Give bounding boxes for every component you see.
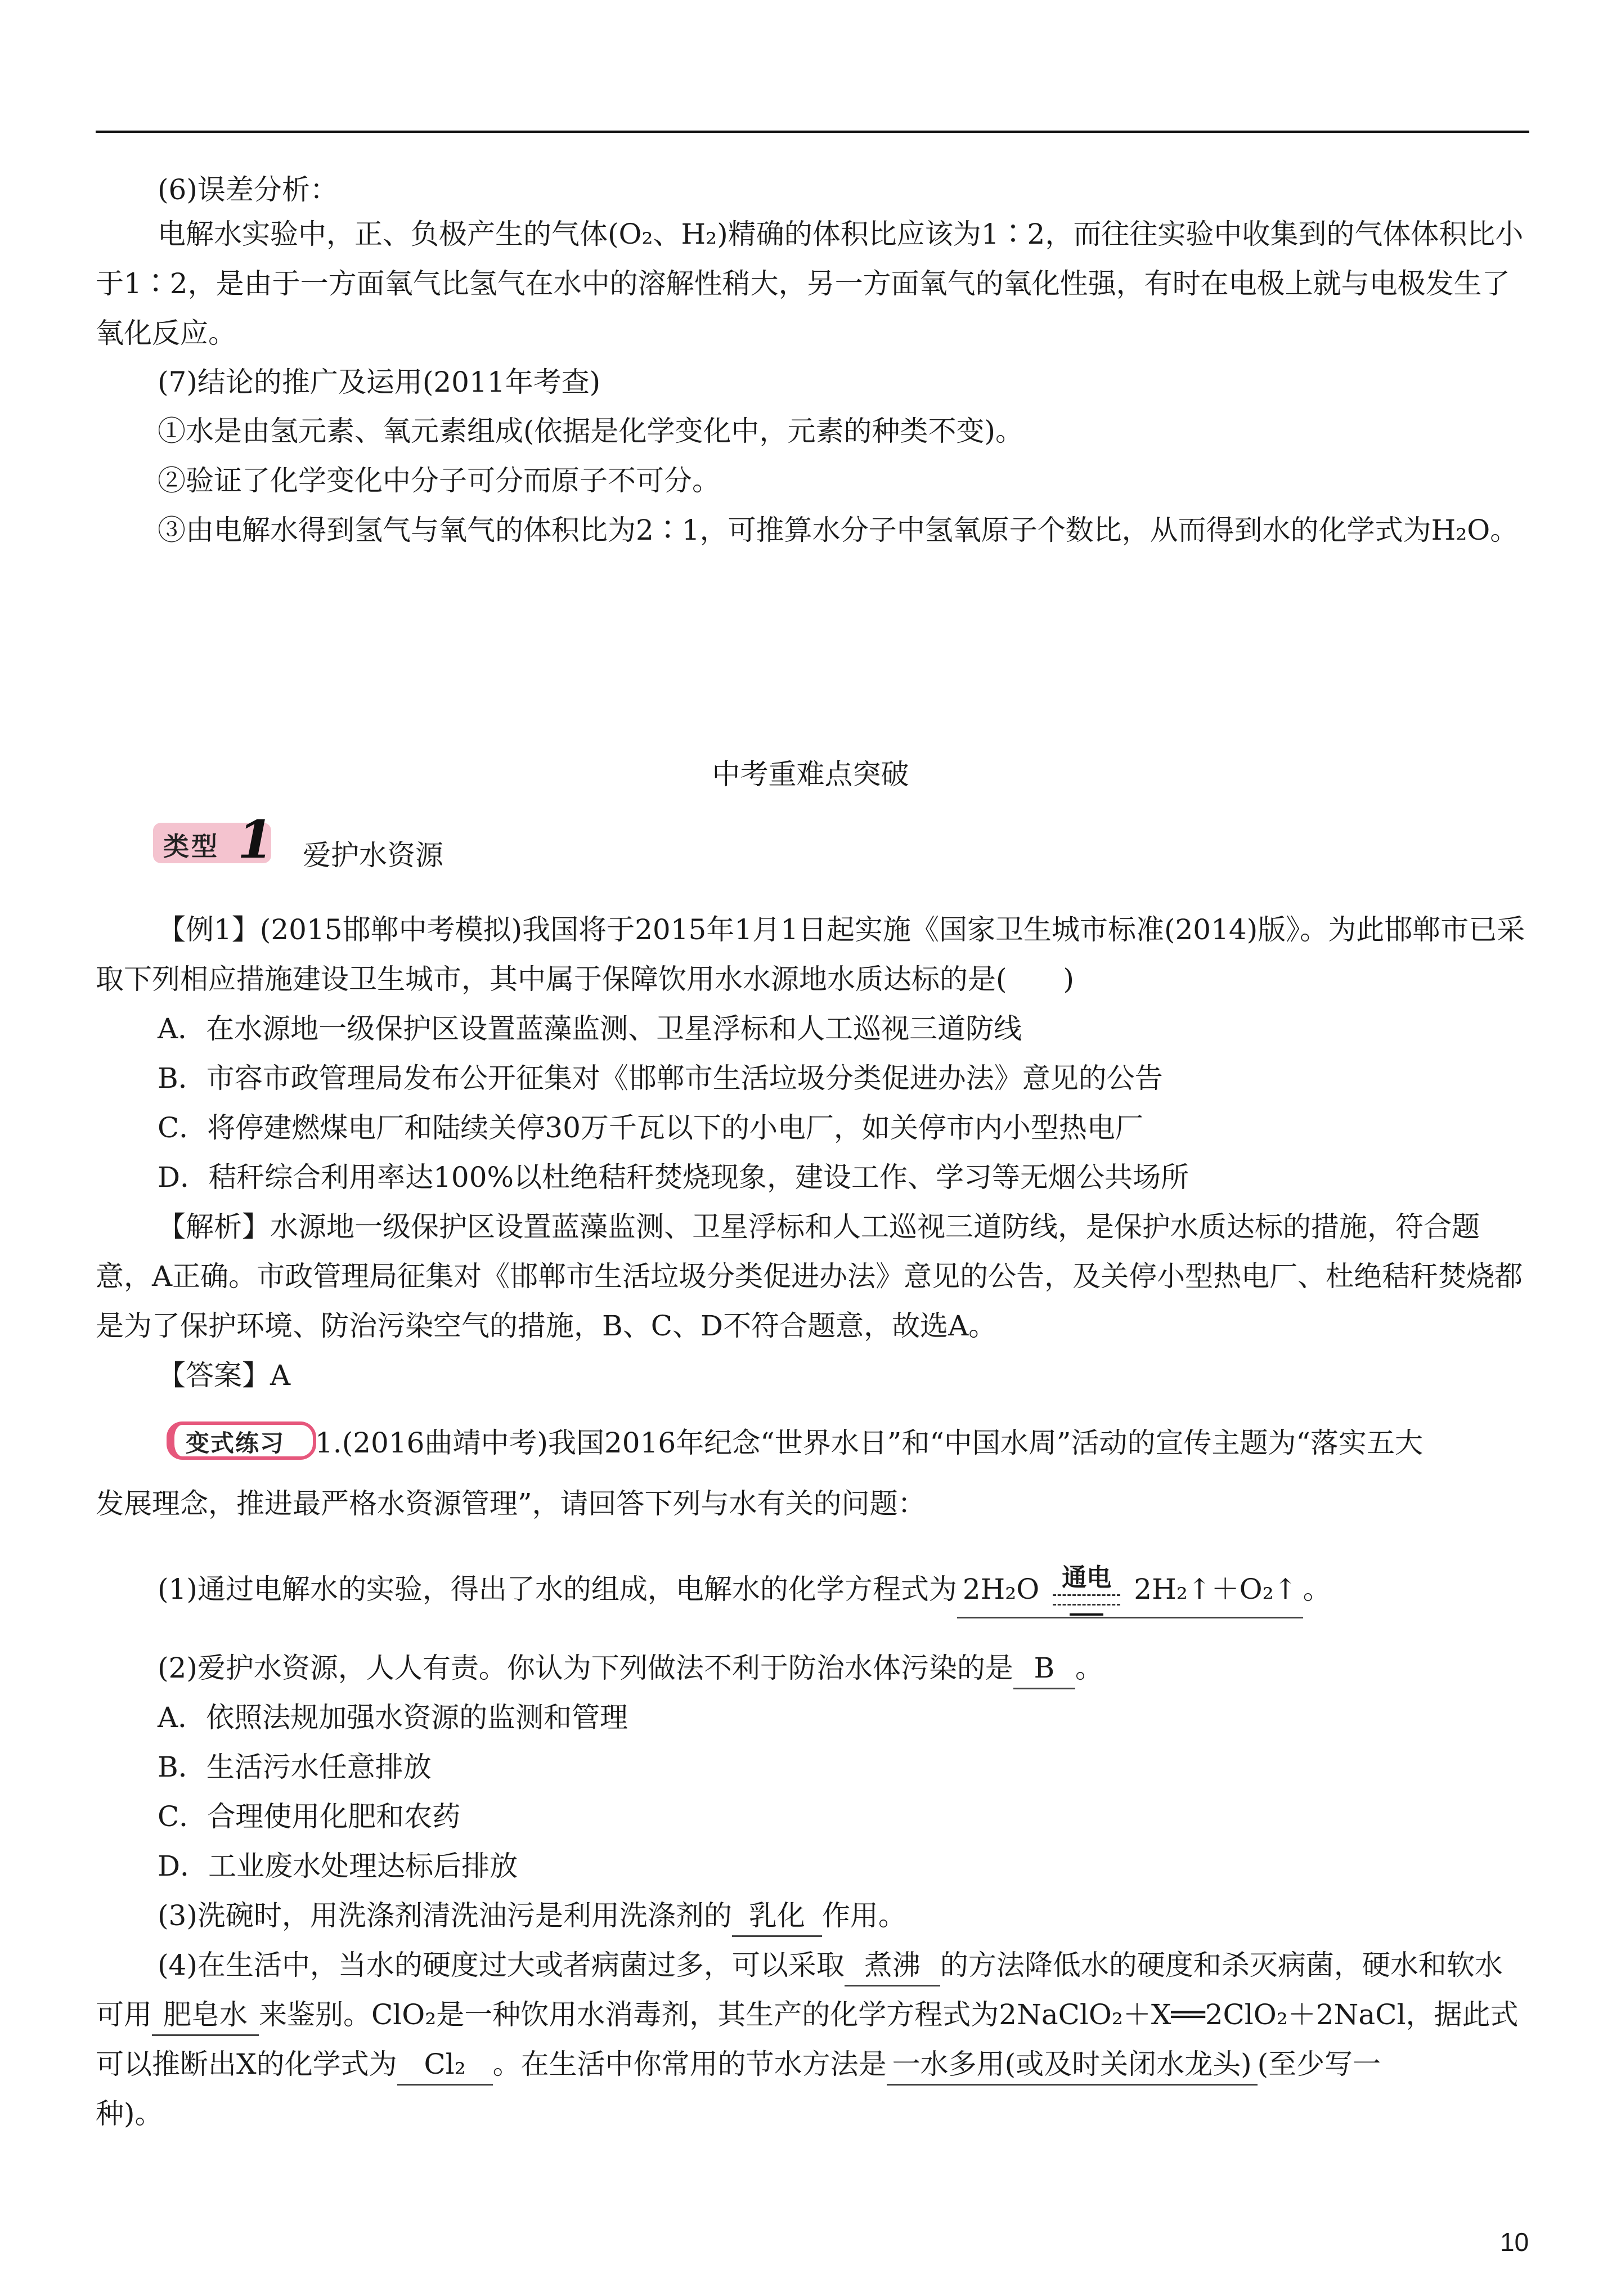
variant-q1-2-option-d: D．工业废水处理达标后排放 <box>158 1850 518 1882</box>
q1-3-suffix: 作用。 <box>821 1899 906 1932</box>
example-1-stem: 【例1】(2015邯郸中考模拟)我国将于2015年1月1日起实施《国家卫生城市标准(2014)版》。为此邯郸市已采取下列相应措施建设卫生城市，其中属于保障饮用水水源地水质达标的是( ) <box>96 913 1525 995</box>
variant-q1-2-option-a: A．依照法规加强水资源的监测和管理 <box>158 1701 628 1734</box>
q1-1-condition-underline <box>1070 1613 1103 1616</box>
variant-q1-stem-a: 1.(2016曲靖中考)我国2016年纪念“世界水日”和“中国水周”活动的宣传主题为“落实五大 <box>315 1427 1424 1459</box>
variant-q1-part-4-line-4: 种)。 <box>96 2097 163 2130</box>
q1-1-reactant: 2H₂O <box>962 1573 1040 1606</box>
type-title: 爱护水资源 <box>303 839 443 872</box>
q1-2-prefix: (2)爱护水资源，人人有责。你认为下列做法不利于防治水体污染的是 <box>158 1652 1013 1684</box>
section-title: 中考重难点突破 <box>712 758 909 791</box>
q1-4-text-d: 来鉴别。ClO₂是一种饮用水消毒剂，其生产的化学方程式为2NaClO₂＋X══2ClO₂＋2NaCl，据此式 <box>259 1998 1519 2031</box>
type-badge <box>153 809 274 870</box>
q1-4-answer-3: Cl₂ <box>397 2044 493 2086</box>
example-1-option-b: B．市容市政管理局发布公开征集对《邯郸市生活垃圾分类促进办法》意见的公告 <box>158 1062 1163 1095</box>
header-rule <box>96 131 1529 133</box>
variant-q1-part-3 <box>158 1891 1591 1940</box>
q1-1-equals-sign <box>1053 1594 1120 1606</box>
section-6-heading: (6)误差分析： <box>158 173 338 206</box>
q1-1-products: 2H₂↑＋O₂↑ <box>1134 1573 1297 1606</box>
type-badge-number: 1 <box>237 809 274 870</box>
variant-q1-stem-b: 发展理念，推进最严格水资源管理”，请回答下列与水有关的问题： <box>96 1487 926 1520</box>
variant-q1-part-2 <box>158 1643 1591 1693</box>
example-1-option-c: C．将停建燃煤电厂和陆续关停30万千瓦以下的小电厂，如关停市内小型热电厂 <box>158 1111 1143 1144</box>
q1-4-text-c: 可用 <box>96 1998 152 2031</box>
variant-q1-2-option-b: B．生活污水任意排放 <box>158 1751 432 1783</box>
q1-4-answer-1: 煮沸 <box>845 1945 940 1986</box>
example-1-option-a: A．在水源地一级保护区设置蓝藻监测、卫星浮标和人工巡视三道防线 <box>158 1012 1022 1045</box>
q1-2-answer: B <box>1013 1648 1075 1689</box>
section-7-item-1: ①水是由氢元素、氧元素组成(依据是化学变化中，元素的种类不变)。 <box>158 415 1024 447</box>
q1-4-answer-4: 一水多用(或及时关闭水龙头) <box>887 2044 1258 2086</box>
q1-4-answer-2: 肥皂水 <box>152 1995 259 2036</box>
q1-1-prefix: (1)通过电解水的实验，得出了水的组成，电解水的化学方程式为 <box>158 1573 957 1606</box>
q1-1-condition <box>1053 1563 1120 1617</box>
q1-1-condition-text: 通电 <box>1062 1563 1112 1592</box>
variant-badge <box>167 1421 316 1460</box>
example-1-option-d: D．秸秆综合利用率达100%以杜绝秸秆焚烧现象，建设工作、学习等无烟公共场所 <box>158 1161 1189 1194</box>
variant-q1-part-4-line-3 <box>96 2039 1529 2089</box>
variant-q1-2-option-c: C．合理使用化肥和农药 <box>158 1800 461 1833</box>
variant-q1-part-4-line-1 <box>158 1940 1591 1990</box>
section-7-heading: (7)结论的推广及运用(2011年考查) <box>158 366 601 398</box>
q1-4-text-f: 。在生活中你常用的节水方法是 <box>492 2048 887 2080</box>
q1-2-suffix: 。 <box>1075 1652 1103 1684</box>
variant-badge-label: 变式练习 <box>186 1429 285 1457</box>
variant-q1-part-1 <box>158 1564 1591 1618</box>
example-1-answer: 【答案】A <box>158 1359 291 1392</box>
q1-4-text-g: (至少写一 <box>1257 2048 1381 2080</box>
section-7-item-2: ②验证了化学变化中分子可分而原子不可分。 <box>158 464 720 497</box>
type-badge-label: 类型 <box>163 831 219 862</box>
section-6-paragraph: 电解水实验中，正、负极产生的气体(O₂、H₂)精确的体积比应该为1∶2，而往往实验中收集到的气体体积比小于1∶2，是由于一方面氧气比氢气在水中的溶解性稍大，另一方面氧气的氧化性强，有时在电极上就与电极发生了氧化反应。 <box>96 218 1524 349</box>
q1-4-text-a: (4)在生活中，当水的硬度过大或者病菌过多，可以采取 <box>158 1949 845 1981</box>
page-number: 10 <box>1500 2227 1529 2257</box>
q1-3-answer: 乳化 <box>732 1896 822 1937</box>
q1-4-text-e: 可以推断出X的化学式为 <box>96 2048 397 2080</box>
q1-1-blank <box>957 1563 1303 1618</box>
example-1-analysis: 【解析】水源地一级保护区设置蓝藻监测、卫星浮标和人工巡视三道防线，是保护水质达标的措施，符合题意，A正确。市政管理局征集对《邯郸市生活垃圾分类促进办法》意见的公告，及关停小型热电厂、杜绝秸秆焚烧都是为了保护环境、防治污染空气的措施，B、C、D不符合题意，故选A。 <box>96 1210 1523 1342</box>
q1-4-text-b: 的方法降低水的硬度和杀灭病菌，硬水和软水 <box>940 1949 1503 1981</box>
variant-q1-part-4-line-2 <box>96 1990 1529 2039</box>
section-7-item-3: ③由电解水得到氢气与氧气的体积比为2∶1，可推算水分子中氢氧原子个数比，从而得到水的化学式为H₂O。 <box>158 514 1519 546</box>
q1-3-prefix: (3)洗碗时，用洗涤剂清洗油污是利用洗涤剂的 <box>158 1899 732 1932</box>
q1-1-suffix: 。 <box>1303 1573 1331 1606</box>
